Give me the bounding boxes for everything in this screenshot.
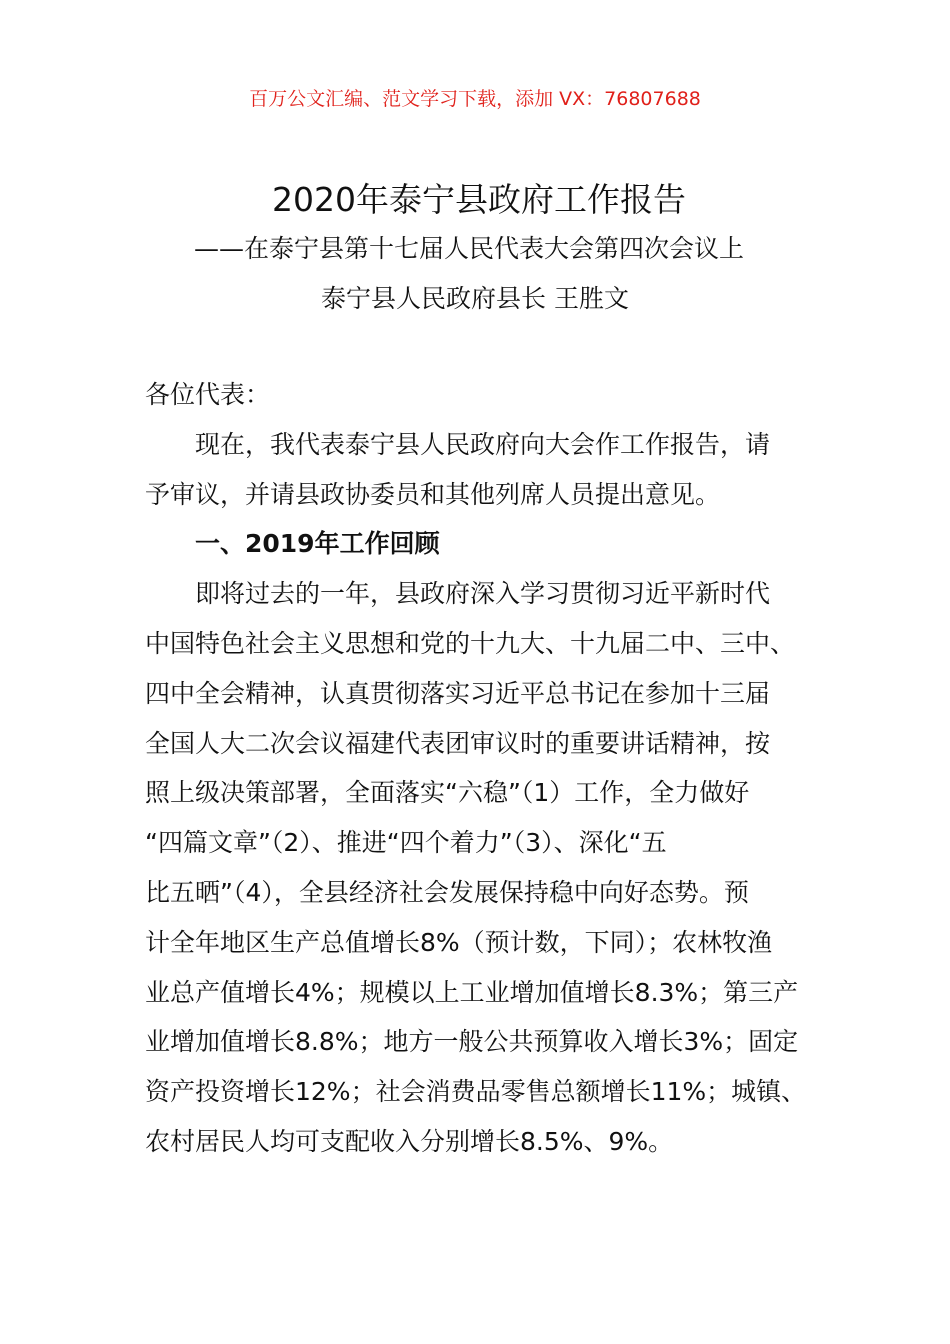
paragraph-line: 计全年地区生产总值增长8%（预计数，下同）；农林牧渔 [145,927,773,957]
paragraph-line: 即将过去的一年，县政府深入学习贯彻习近平新时代 [195,579,771,609]
paragraph-line: 照上级决策部署，全面落实“六稳”（1）工作，全力做好 [145,778,750,808]
salutation: 各位代表： [145,380,271,409]
intro-line: 现在，我代表泰宁县人民政府向大会作工作报告，请 [195,429,771,459]
paragraph-line: 业总产值增长4%；规模以上工业增加值增长8.3%；第三产 [145,977,799,1007]
paragraph-line: 全国人大二次会议福建代表团审议时的重要讲话精神，按 [145,728,771,758]
document-author: 泰宁县人民政府县长 王胜文 [321,284,629,313]
paragraph-line: 业增加值增长8.8%；地方一般公共预算收入增长3%；固定 [145,1027,799,1057]
document-subtitle: ——在泰宁县第十七届人民代表大会第四次会议上 [194,234,745,263]
section-heading: 一、2019年工作回顾 [195,529,440,559]
promo-banner: 百万公文汇编、范文学习下载，添加 VX：76807688 [249,88,701,110]
paragraph-line: 四中全会精神，认真贯彻落实习近平总书记在参加十三届 [145,678,771,708]
paragraph-line: 资产投资增长12%；社会消费品零售总额增长11%；城镇、 [145,1077,807,1107]
intro-line: 予审议，并请县政协委员和其他列席人员提出意见。 [145,479,721,509]
paragraph-line: 中国特色社会主义思想和党的十九大、十九届二中、三中、 [145,628,796,658]
paragraph-line: 比五晒”（4），全县经济社会发展保持稳中向好态势。预 [145,877,749,907]
document-body [145,374,810,1171]
paragraph-line: 农村居民人均可支配收入分别增长8.5%、9%。 [145,1126,674,1156]
document-title: 2020年泰宁县政府工作报告 [272,180,686,219]
paragraph-line: “四篇文章”（2）、推进“四个着力”（3）、深化“五 [145,828,667,858]
